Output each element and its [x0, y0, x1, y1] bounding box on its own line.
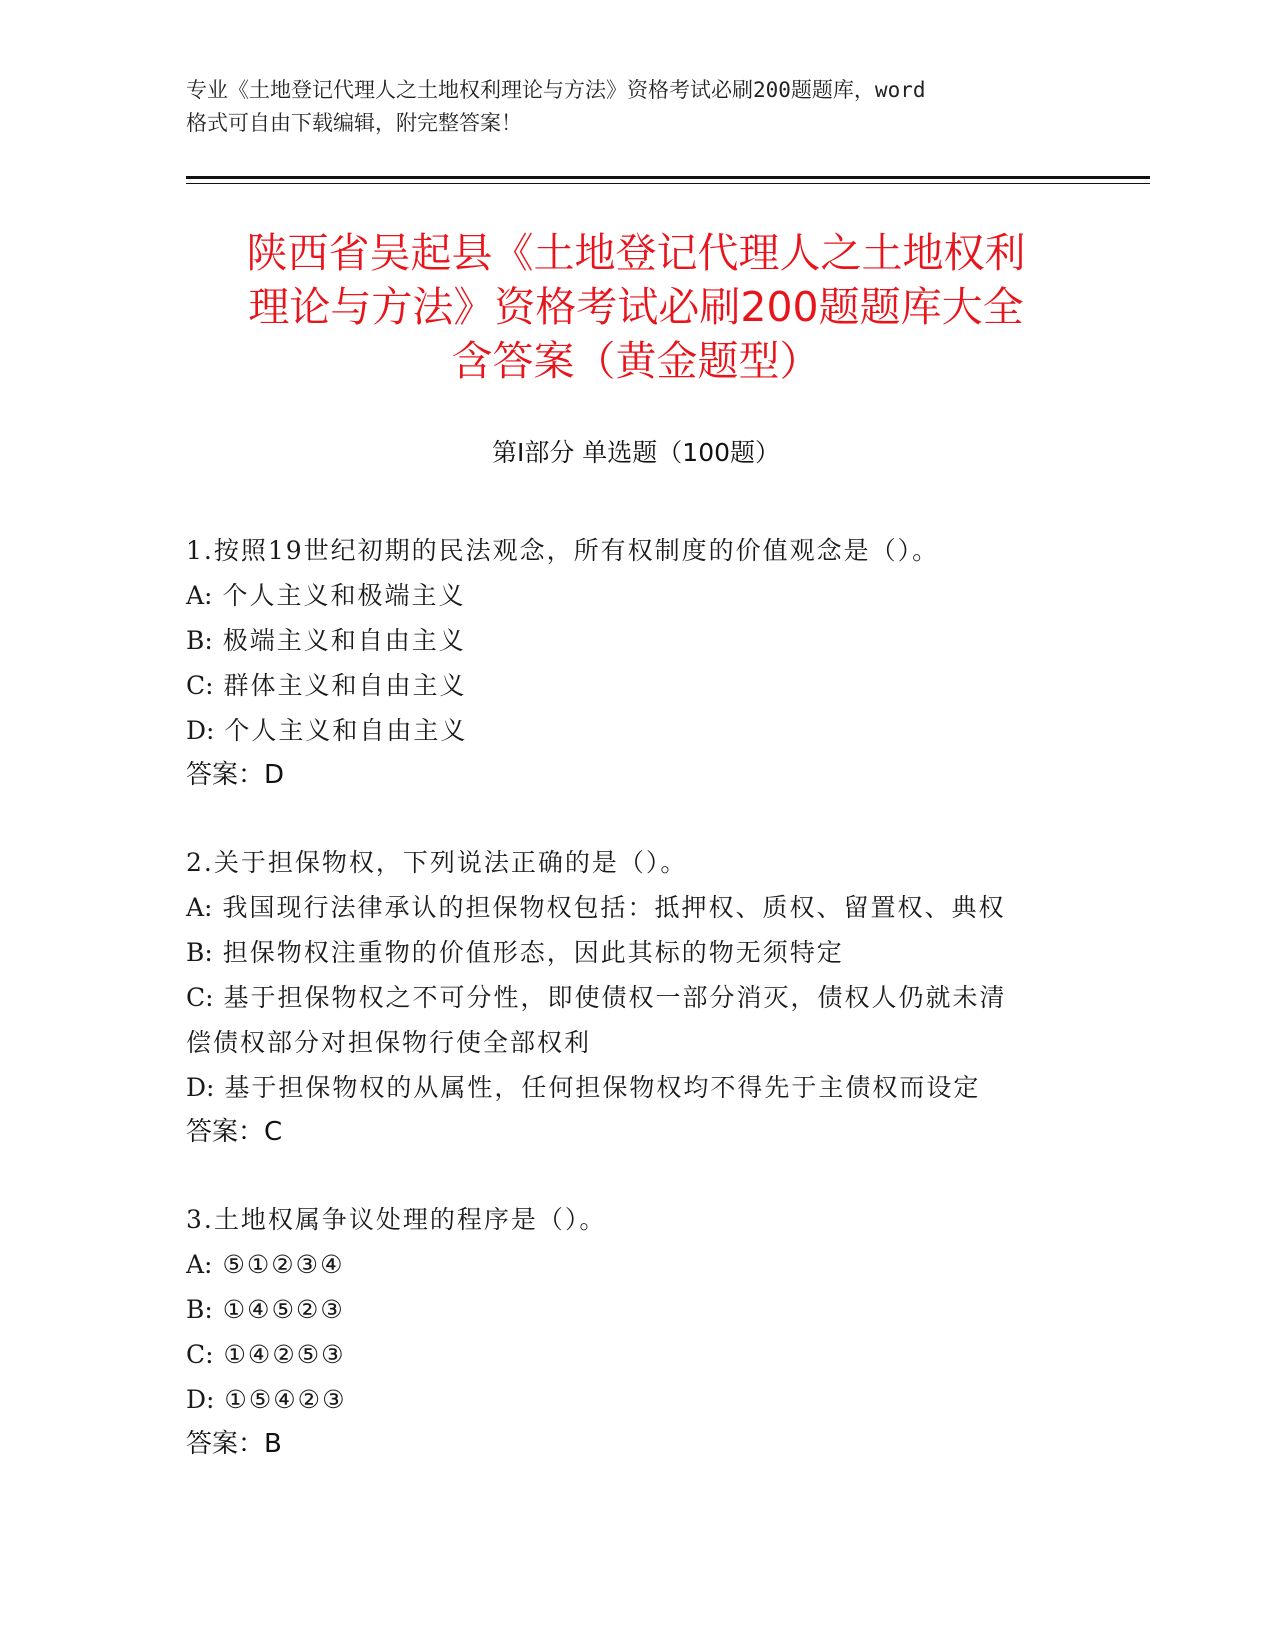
option-letter: A:: [186, 893, 213, 922]
option-letter: C:: [186, 1340, 214, 1369]
option-text: 群体主义和自由主义: [223, 671, 467, 700]
option-text: 担保物权注重物的价值形态，因此其标的物无须特定: [222, 938, 844, 967]
option-letter: B:: [186, 1295, 213, 1324]
option-a: [186, 573, 1086, 618]
header-note: [186, 74, 1066, 140]
option-letter: D:: [186, 716, 215, 745]
question-1: [186, 528, 1086, 798]
option-d: [186, 1065, 1086, 1110]
option-a: [186, 1242, 1086, 1287]
question-3: [186, 1197, 1086, 1467]
option-letter: A:: [186, 581, 213, 610]
option-text: 极端主义和自由主义: [222, 626, 466, 655]
option-c: [186, 663, 1086, 708]
option-b: [186, 930, 1086, 975]
option-letter: D:: [186, 1073, 215, 1102]
question-stem: 1.按照19世纪初期的民法观念，所有权制度的价值观念是（）。: [186, 536, 940, 565]
option-c: [186, 1332, 1086, 1377]
option-letter: C:: [186, 671, 214, 700]
option-d: [186, 708, 1086, 753]
section-heading: 第Ⅰ部分 单选题（100题）: [491, 438, 781, 467]
option-letter: D:: [186, 1385, 215, 1414]
option-text: 基于担保物权之不可分性，即使债权一部分消灭，债权人仍就未清: [223, 983, 1007, 1012]
document-title-line-1: 陕西省吴起县《土地登记代理人之土地权利: [246, 229, 1026, 277]
option-letter: B:: [186, 626, 213, 655]
option-text: ①④②⑤③: [223, 1340, 346, 1369]
option-letter: A:: [186, 1250, 213, 1279]
answer-line: 答案：B: [186, 1429, 282, 1459]
option-a: [186, 885, 1086, 930]
document-title-line-3: 含答案（黄金题型）: [451, 337, 821, 385]
option-letter: B:: [186, 938, 213, 967]
option-text: 偿债权部分对担保物行使全部权利: [186, 1028, 592, 1057]
option-b: [186, 1287, 1086, 1332]
option-text: ⑤①②③④: [222, 1250, 345, 1279]
option-letter: C:: [186, 983, 214, 1012]
option-c: [186, 975, 1086, 1020]
option-d: [186, 1377, 1086, 1422]
option-text: 个人主义和自由主义: [224, 716, 468, 745]
header-note-line-1: 专业《土地登记代理人之土地权利理论与方法》资格考试必刷200题题库，word: [186, 78, 926, 102]
option-text: 基于担保物权的从属性，任何担保物权均不得先于主债权而设定: [224, 1073, 981, 1102]
option-b: [186, 618, 1086, 663]
question-stem: 3.土地权属争议处理的程序是（）。: [186, 1205, 607, 1234]
header-note-line-2: 格式可自由下载编辑，附完整答案！: [186, 111, 522, 135]
question-list: [186, 528, 1086, 1509]
option-text: 个人主义和极端主义: [222, 581, 466, 610]
document-title: [186, 226, 1086, 388]
question-2: [186, 840, 1086, 1155]
option-text: ①④⑤②③: [222, 1295, 345, 1324]
option-text: ①⑤④②③: [224, 1385, 347, 1414]
answer-line: 答案：D: [186, 760, 285, 790]
option-c-continuation: [186, 1020, 1086, 1065]
header-divider-thick: [186, 176, 1150, 179]
answer-line: 答案：C: [186, 1117, 283, 1147]
question-stem: 2.关于担保物权，下列说法正确的是（）。: [186, 848, 688, 877]
header-divider-thin: [186, 183, 1150, 184]
option-text: 我国现行法律承认的担保物权包括：抵押权、质权、留置权、典权: [222, 893, 1006, 922]
document-title-line-2: 理论与方法》资格考试必刷200题题库大全: [248, 283, 1024, 331]
